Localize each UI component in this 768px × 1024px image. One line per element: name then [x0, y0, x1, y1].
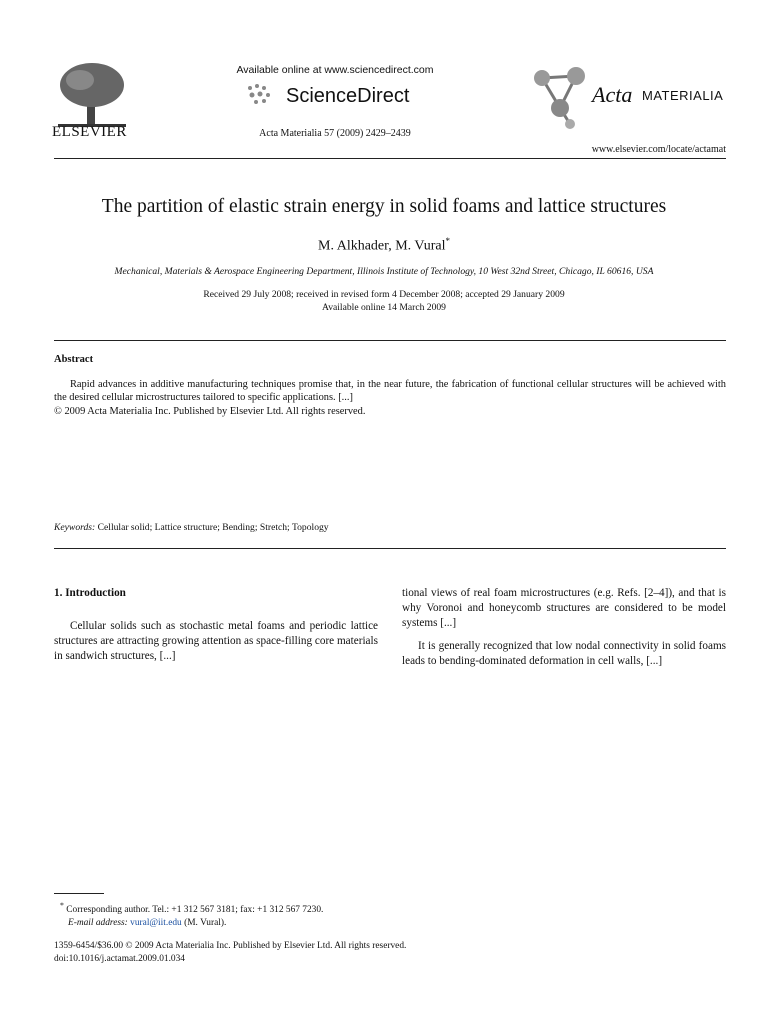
publisher-name: ELSEVIER	[52, 124, 127, 140]
journal-logo-materialia: MATERIALIA	[642, 88, 724, 103]
affiliation: Mechanical, Materials & Aerospace Engineering Department, Illinois Institute of Technology, 10 West 32nd Street, Chicago, IL 60616, USA	[114, 266, 654, 277]
footnote-contact: Corresponding author. Tel.: +1 312 567 3181; fax: +1 312 567 7230.	[66, 905, 324, 916]
elsevier-tree-icon	[52, 60, 132, 130]
keywords-value: Cellular solid; Lattice structure; Bending; Stretch; Topology	[97, 522, 329, 533]
footnote-rule	[54, 893, 104, 894]
footer-copyright: 1359-6454/$36.00 © 2009 Acta Materialia Inc. Published by Elsevier Ltd. All rights reserved.	[54, 941, 407, 951]
journal-url[interactable]: www.elsevier.com/locate/actamat	[591, 144, 726, 155]
corresponding-mark: *	[445, 236, 450, 246]
continued-paragraph: tional views of real foam microstructures (e.g. Refs. [2–4]), and that is why Voronoi and honeycomb structures are considered to be model systems [...]	[402, 587, 726, 629]
keywords-label: Keywords:	[54, 522, 96, 533]
keywords	[54, 522, 329, 533]
left-column	[54, 586, 378, 672]
available-online: Available online at www.sciencedirect.com	[236, 64, 434, 76]
sciencedirect-dots-icon	[242, 80, 284, 108]
second-paragraph: It is generally recognized that low nodal connectivity in solid foams leads to bending-dominated deformation in cell walls, [...]	[402, 640, 726, 667]
molecule-icon	[530, 64, 594, 130]
elsevier-logo	[52, 60, 132, 140]
intro-paragraph: Cellular solids such as stochastic metal foams and periodic lattice structures are attracting growing attention as space-filling core materials in sandwich structures, [...]	[54, 620, 378, 662]
email-suffix: (M. Vural).	[184, 917, 227, 928]
sciencedirect-logo	[242, 80, 432, 112]
article-authors	[40, 236, 728, 255]
abstract-heading: Abstract	[54, 354, 94, 365]
sciencedirect-wordmark: ScienceDirect	[286, 85, 410, 107]
email-link[interactable]: vural@iit.edu	[130, 917, 182, 928]
email-label: E-mail address:	[68, 917, 128, 928]
article-title: The partition of elastic strain energy in solid foams and lattice structures	[101, 196, 667, 217]
footer	[54, 940, 734, 965]
section-heading: 1. Introduction	[54, 587, 126, 599]
journal-logo-acta: Acta	[592, 82, 633, 107]
received-dates: Received 29 July 2008; received in revised form 4 December 2008; accepted 29 January 2009	[203, 289, 565, 300]
article-dates	[40, 288, 728, 314]
journal-logo	[530, 64, 730, 134]
right-column	[402, 586, 726, 677]
abstract-text	[54, 378, 726, 418]
footer-doi: doi:10.1016/j.actamat.2009.01.034	[54, 953, 185, 964]
journal-reference: Acta Materialia 57 (2009) 2429–2439	[259, 128, 411, 139]
keywords-rule	[54, 548, 726, 549]
abstract-excerpt: Rapid advances in additive manufacturing techniques promise that, in the near future, the fabrication of functional cellular structures will be achieved with the desired cellular microstructures tailored to specific applications. [...]	[54, 379, 726, 404]
available-date: Available online 14 March 2009	[322, 302, 446, 313]
footnote-mark: *	[60, 901, 64, 910]
footnote	[60, 900, 380, 929]
header-rule	[54, 158, 726, 159]
author-names: M. Alkhader, M. Vural	[318, 238, 446, 254]
abstract-copyright: © 2009 Acta Materialia Inc. Published by Elsevier Ltd. All rights reserved.	[54, 405, 366, 417]
abstract-rule	[54, 340, 726, 341]
